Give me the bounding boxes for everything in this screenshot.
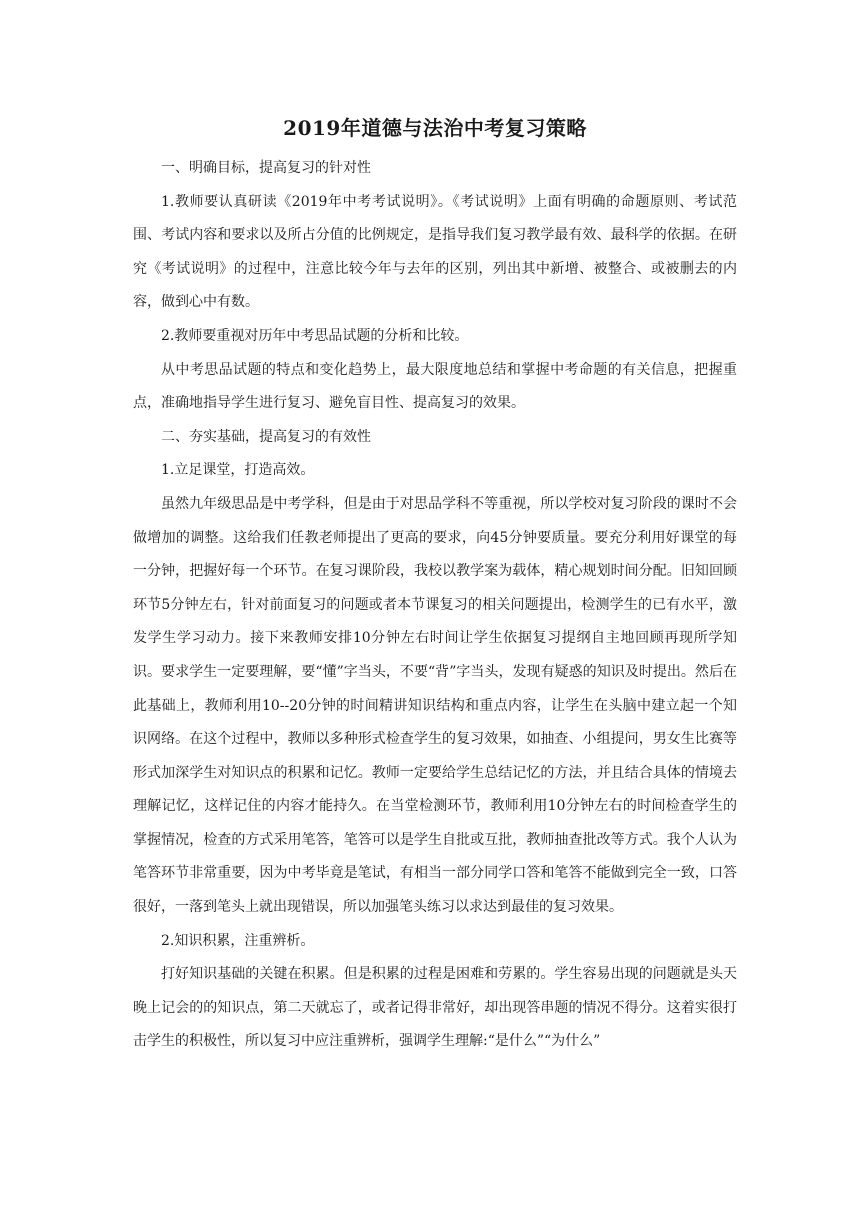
section-heading-1: 一、明确目标，提高复习的针对性 [161,160,371,176]
paragraph-1-2: 从中考思品试题的特点和变化趋势上，最大限度地总结和掌握中考命题的有关信息，把握重点，准确地指导学生进行复习、避免盲目性、提高复习的效果。 [133,361,737,412]
paragraph-2-2-heading: 2.知识积累，注重辨析。 [161,932,315,949]
section-heading-2: 二、夯实基础，提高复习的有效性 [161,428,371,445]
paragraph-2-1-heading: 1.立足课堂，打造高效。 [161,462,315,479]
paragraph-1-2-heading: 2.教师要重视对历年中考思品试题的分析和比较。 [161,327,469,344]
document-title: 2019年道德与法治中考复习策略 [283,116,587,140]
paragraph-2-2: 打好知识基础的关键在积累。但是积累的过程是困难和劳累的。学生容易出现的问题就是头天晚上记会的的知识点，第二天就忘了，或者记得非常好，却出现答串题的情况不得分。这着实很打击学生的积极性，所以复习中应注重辨析，强调学生理解:“是什么”“为什么” [133,966,737,1050]
document-page [133,112,737,1059]
paragraph-1-1: 1.教师要认真研读《2019年中考考试说明》。《考试说明》上面有明确的命题原则、考试范围、考试内容和要求以及所占分值的比例规定，是指导我们复习教学最有效、最科学的依据。在研究《考试说明》的过程中，注意比较今年与去年的区别，列出其中新增、被整合、或被删去的内容，做到心中有数。 [133,193,737,311]
paragraph-2-1: 虽然九年级思品是中考学科，但是由于对思品学科不等重视，所以学校对复习阶段的课时不会做增加的调整。这给我们任教老师提出了更高的要求，向45分钟要质量。要充分利用好课堂的每一分钟，把握好每一个环节。在复习课阶段，我校以教学案为载体，精心规划时间分配。旧知回顾环节5分钟左右，针对前面复习的问题或者本节课复习的相关问题提出，检测学生的已有水平，激发学生学习动力。接下来教师安排10分钟左右时间让学生依据复习提纲自主地回顾再现所学知识。要求学生一定要理解，要“懂”字当头，不要“背”字当头，发现有疑惑的知识及时提出。然后在此基础上，教师利用10--20分钟的时间精讲知识结构和重点内容，让学生在头脑中建立起一个知识网络。在这个过程中，教师以多种形式检查学生的复习效果，如抽查、小组提问，男女生比赛等形式加深学生对知识点的积累和记忆。教师一定要给学生总结记忆的方法，并且结合具体的情境去理解记忆，这样记住的内容才能持久。在当堂检测环节，教师利用10分钟左右的时间检查学生的掌握情况，检查的方式采用笔答，笔答可以是学生自批或互批，教师抽查批改等方式。我个人认为笔答环节非常重要，因为中考毕竟是笔试，有相当一部分同学口答和笔答不能做到完全一致，口答很好，一落到笔头上就出现错误，所以加强笔头练习以求达到最佳的复习效果。 [133,495,737,916]
